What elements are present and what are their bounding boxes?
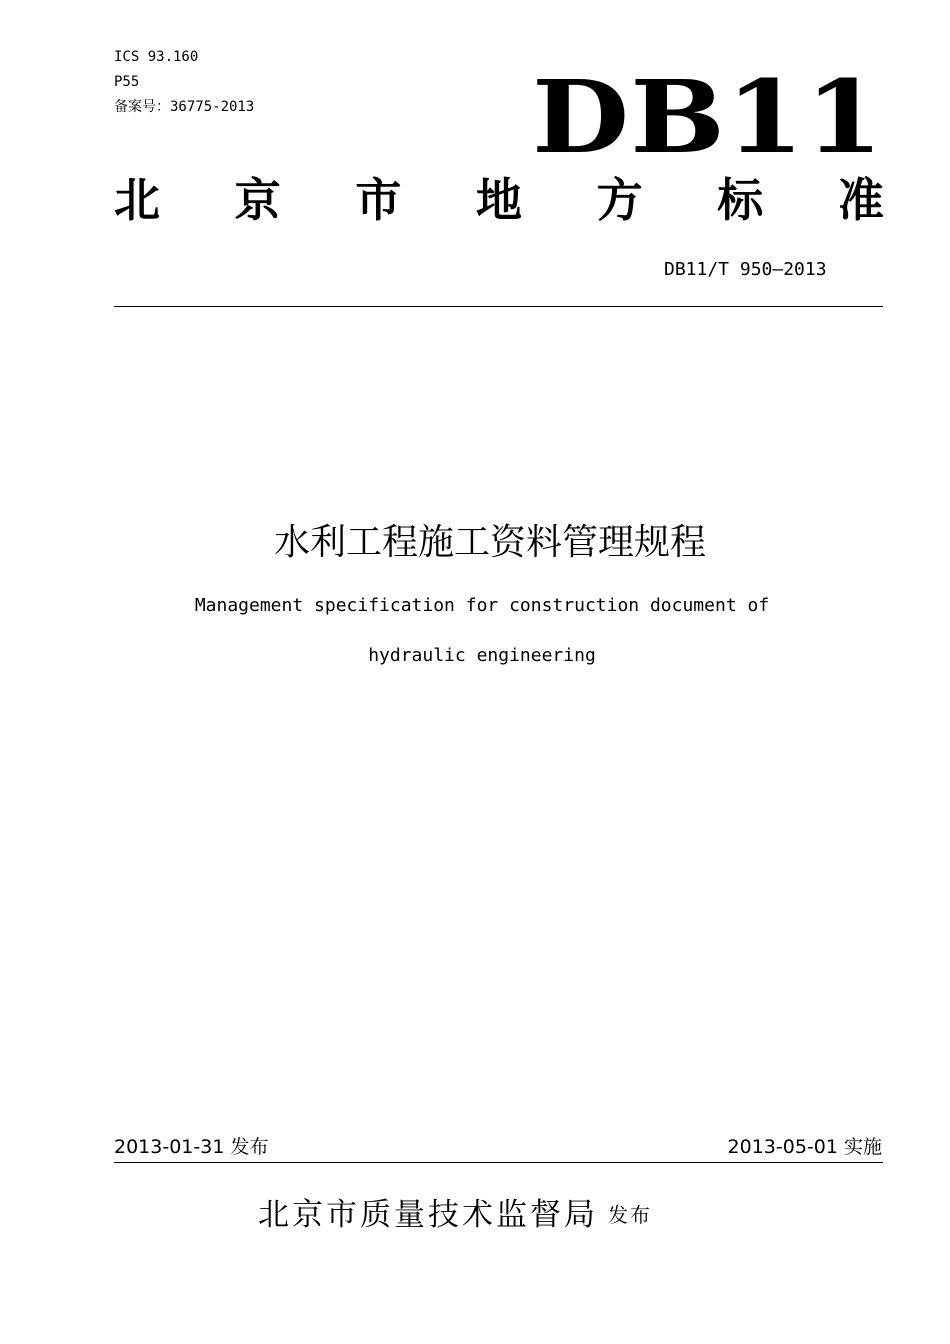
issuer [258,1193,652,1237]
standard-type-char: 准 [837,173,884,227]
document-title-cn: 水利工程施工资料管理规程 [273,522,706,563]
document-title-en-line1: Management specification for construction document of [194,595,770,616]
ics-code: ICS 93.160 [114,49,199,65]
document-title-en-line2: hydraulic engineering [368,645,596,666]
standard-type-char: 地 [475,173,522,227]
header-divider [114,306,883,307]
issuer-suffix: 发布 [608,1203,652,1227]
standard-code: DB11/T 950—2013 [664,259,827,280]
issuer-name: 北京市质量技术监督局 [258,1197,598,1233]
footer-divider [114,1162,883,1163]
implementation-date: 2013-05-01 实施 [727,1136,882,1158]
classification-code: P55 [114,74,140,90]
standard-type-char: 市 [355,173,402,227]
standard-type-char: 标 [717,173,764,227]
issue-date: 2013-01-31 发布 [114,1136,269,1158]
standard-type-char: 北 [114,173,160,227]
record-number: 备案号：36775-2013 [114,99,255,115]
standard-type-char: 京 [234,173,281,227]
standard-type-title [114,170,884,230]
db11-logo: DB11 [532,58,885,176]
standard-type-char: 方 [596,173,643,227]
